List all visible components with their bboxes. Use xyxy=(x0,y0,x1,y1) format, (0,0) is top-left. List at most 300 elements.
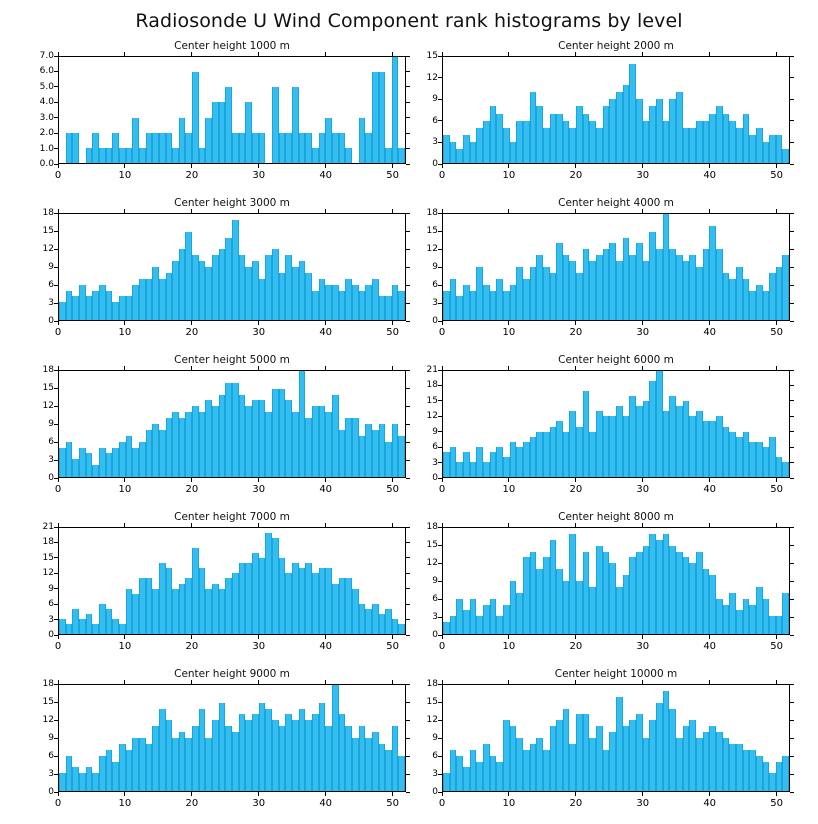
bar xyxy=(530,552,537,634)
bar xyxy=(782,756,789,791)
bar xyxy=(279,558,286,634)
bar xyxy=(656,540,663,634)
x-tick-mark-top xyxy=(776,523,777,527)
bar xyxy=(359,291,366,320)
bar xyxy=(769,273,776,320)
bar xyxy=(729,432,736,477)
x-tick-label: 30 xyxy=(252,170,266,181)
bar xyxy=(139,738,146,791)
x-tick-mark-top xyxy=(642,366,643,370)
bar xyxy=(676,552,683,634)
bar xyxy=(756,285,763,320)
x-tick-mark xyxy=(258,478,259,482)
y-tick-mark xyxy=(438,702,442,703)
x-tick-label: 40 xyxy=(319,170,333,181)
y-tick-mark-right xyxy=(406,102,410,103)
y-tick-mark xyxy=(438,617,442,618)
plot-area xyxy=(442,56,790,164)
bar xyxy=(299,709,306,791)
y-tick-mark-right xyxy=(790,267,794,268)
bar xyxy=(543,557,550,634)
y-tick-mark xyxy=(438,231,442,232)
y-tick-mark-right xyxy=(406,460,410,461)
y-tick-mark xyxy=(438,416,442,417)
bar xyxy=(729,744,736,791)
bar xyxy=(319,406,326,477)
bar xyxy=(470,599,477,634)
x-tick-label: 0 xyxy=(54,484,62,495)
bar xyxy=(365,424,372,477)
y-tick-mark xyxy=(438,462,442,463)
bar xyxy=(536,106,543,163)
bar xyxy=(516,593,523,634)
y-tick-label: 9 xyxy=(48,262,54,272)
bar xyxy=(629,396,636,477)
bar xyxy=(219,249,226,320)
y-tick-label: 3 xyxy=(432,612,438,622)
bar xyxy=(86,767,93,791)
histogram-panel xyxy=(30,354,410,510)
bar xyxy=(166,418,173,477)
y-tick-mark xyxy=(438,120,442,121)
bar xyxy=(496,447,503,477)
y-tick-mark xyxy=(54,756,58,757)
y-tick-mark-right xyxy=(790,431,794,432)
x-tick-mark-top xyxy=(191,209,192,213)
bar xyxy=(152,424,159,477)
bar xyxy=(496,279,503,320)
y-tick-mark-right xyxy=(406,86,410,87)
bar xyxy=(86,148,93,163)
bar xyxy=(232,383,239,477)
y-tick-mark-right xyxy=(406,442,410,443)
x-tick-mark xyxy=(442,792,443,796)
bar xyxy=(696,267,703,320)
bar xyxy=(782,255,789,320)
x-tick-label: 50 xyxy=(770,327,783,338)
bar xyxy=(483,462,490,477)
x-tick-mark xyxy=(325,321,326,325)
bar xyxy=(99,756,106,791)
plot-area xyxy=(442,684,790,792)
bar xyxy=(285,714,292,791)
bar xyxy=(179,249,186,320)
x-tick-mark xyxy=(442,635,443,639)
bar xyxy=(72,767,79,791)
bar xyxy=(372,430,379,477)
y-tick-mark-right xyxy=(790,720,794,721)
bar xyxy=(623,575,630,634)
bar xyxy=(776,457,783,477)
bar-series xyxy=(59,528,405,634)
x-tick-mark xyxy=(776,792,777,796)
y-tick-mark-right xyxy=(406,424,410,425)
bar xyxy=(398,436,405,477)
bar xyxy=(132,594,139,634)
y-tick-mark-right xyxy=(790,120,794,121)
x-tick-label: 20 xyxy=(569,641,583,652)
bar xyxy=(456,599,463,634)
bar xyxy=(192,726,199,791)
x-tick-mark xyxy=(642,164,643,168)
bar xyxy=(456,296,463,320)
bar xyxy=(339,291,346,320)
y-tick-mark xyxy=(438,249,442,250)
bar xyxy=(616,92,623,163)
bar xyxy=(569,534,576,634)
x-tick-label: 40 xyxy=(319,641,333,652)
bar xyxy=(152,726,159,791)
x-tick-label: 50 xyxy=(386,170,399,181)
y-tick-mark-right xyxy=(790,581,794,582)
panel-title: Center height 1000 m xyxy=(174,40,290,52)
x-tick-mark-top xyxy=(392,52,393,56)
x-tick-label: 20 xyxy=(185,798,199,809)
bar xyxy=(596,546,603,634)
bar xyxy=(689,720,696,791)
bar xyxy=(589,738,596,791)
bar xyxy=(372,72,379,163)
bar xyxy=(603,416,610,477)
bar xyxy=(736,128,743,163)
x-tick-label: 0 xyxy=(438,327,446,338)
bar xyxy=(629,64,636,163)
bar xyxy=(192,406,199,477)
y-tick-mark xyxy=(438,267,442,268)
x-tick-label: 20 xyxy=(569,798,583,809)
x-tick-mark xyxy=(709,164,710,168)
y-tick-mark xyxy=(54,148,58,149)
bar xyxy=(279,133,286,163)
x-tick-mark xyxy=(776,321,777,325)
bar xyxy=(576,714,583,791)
bar xyxy=(179,118,186,163)
bar xyxy=(219,703,226,791)
y-tick-mark xyxy=(54,738,58,739)
y-tick-mark-right xyxy=(406,635,410,636)
bar xyxy=(656,249,663,320)
x-tick-mark xyxy=(508,164,509,168)
y-tick-mark-right xyxy=(790,756,794,757)
bar xyxy=(305,418,312,477)
bar xyxy=(106,453,113,477)
bar xyxy=(398,148,405,163)
x-tick-label: 50 xyxy=(386,327,399,338)
bar xyxy=(669,99,676,163)
plot-area xyxy=(58,684,406,792)
bar xyxy=(139,279,146,320)
y-tick-mark-right xyxy=(406,213,410,214)
y-tick-label: 9 xyxy=(432,94,438,105)
x-tick-mark-top xyxy=(776,209,777,213)
y-tick-mark xyxy=(54,460,58,461)
bar xyxy=(516,738,523,791)
x-tick-label: 40 xyxy=(703,484,717,495)
y-tick-mark-right xyxy=(406,231,410,232)
x-tick-label: 50 xyxy=(770,484,783,495)
bar xyxy=(669,396,676,477)
bar xyxy=(132,285,139,320)
bar xyxy=(152,133,159,163)
x-tick-mark-top xyxy=(442,52,443,56)
x-tick-mark xyxy=(642,635,643,639)
bar xyxy=(239,395,246,477)
bar xyxy=(476,267,483,320)
bar xyxy=(112,762,119,791)
y-tick-mark-right xyxy=(406,738,410,739)
bar xyxy=(339,578,346,634)
bar xyxy=(496,114,503,163)
bar xyxy=(596,128,603,163)
bar xyxy=(172,261,179,320)
y-tick-label: 18 xyxy=(426,380,438,391)
bar xyxy=(563,581,570,634)
bar xyxy=(756,587,763,634)
x-tick-mark-top xyxy=(709,52,710,56)
bar xyxy=(225,726,232,791)
bar xyxy=(623,85,630,163)
bar xyxy=(66,291,73,320)
bar xyxy=(245,563,252,634)
bar xyxy=(92,624,99,634)
x-tick-mark xyxy=(191,478,192,482)
y-tick-label: 9 xyxy=(432,733,438,743)
bar xyxy=(676,255,683,320)
x-tick-mark-top xyxy=(442,209,443,213)
bar xyxy=(743,599,750,634)
x-tick-label: 0 xyxy=(54,641,62,652)
bar xyxy=(319,568,326,634)
page-title: Radiosonde U Wind Component rank histograms by level xyxy=(135,10,683,32)
bar xyxy=(543,432,550,477)
bar xyxy=(299,568,306,634)
bar xyxy=(490,291,497,320)
bar xyxy=(59,302,66,320)
bar xyxy=(616,587,623,634)
bar xyxy=(152,267,159,320)
x-tick-mark xyxy=(642,792,643,796)
bar xyxy=(769,135,776,163)
plot-area xyxy=(58,370,406,478)
x-tick-label: 40 xyxy=(703,641,717,652)
bar xyxy=(490,599,497,634)
bar xyxy=(132,738,139,791)
bar xyxy=(332,395,339,477)
x-tick-mark-top xyxy=(575,523,576,527)
bar xyxy=(596,411,603,477)
y-tick-mark-right xyxy=(790,774,794,775)
x-tick-mark-top xyxy=(508,209,509,213)
bar xyxy=(345,279,352,320)
y-tick-mark-right xyxy=(406,702,410,703)
bar xyxy=(312,406,319,477)
bar xyxy=(292,267,299,320)
bar xyxy=(709,226,716,320)
bar xyxy=(669,709,676,791)
bar xyxy=(139,578,146,634)
bar xyxy=(450,142,457,163)
bar xyxy=(239,133,246,163)
y-tick-mark-right xyxy=(406,684,410,685)
bar xyxy=(279,273,286,320)
bar xyxy=(483,285,490,320)
y-tick-label: 18 xyxy=(42,537,54,548)
x-tick-label: 10 xyxy=(502,641,516,652)
x-tick-mark-top xyxy=(258,52,259,56)
y-tick-label: 12 xyxy=(42,401,54,411)
bar xyxy=(550,273,557,320)
y-tick-mark xyxy=(438,545,442,546)
bar xyxy=(332,584,339,634)
x-tick-label: 0 xyxy=(54,170,62,181)
bar xyxy=(79,285,86,320)
y-tick-mark-right xyxy=(406,133,410,134)
bar xyxy=(530,92,537,163)
x-tick-mark-top xyxy=(642,52,643,56)
bar xyxy=(72,296,79,320)
bar xyxy=(569,411,576,477)
x-tick-mark xyxy=(642,321,643,325)
y-tick-mark xyxy=(438,400,442,401)
bar xyxy=(365,738,372,791)
bar xyxy=(609,563,616,634)
bar xyxy=(503,720,510,791)
x-tick-mark-top xyxy=(191,52,192,56)
bar xyxy=(716,416,723,477)
x-tick-label: 40 xyxy=(319,327,333,338)
bar xyxy=(66,756,73,791)
bar xyxy=(359,604,366,634)
bar xyxy=(476,447,483,477)
bar xyxy=(252,133,259,163)
bar xyxy=(503,457,510,477)
bar xyxy=(669,546,676,634)
bar xyxy=(59,619,66,634)
bar xyxy=(563,121,570,163)
bar xyxy=(359,118,366,163)
bar xyxy=(723,114,730,163)
bar xyxy=(66,442,73,477)
bar xyxy=(510,726,517,791)
bar xyxy=(729,121,736,163)
y-tick-mark xyxy=(54,542,58,543)
bar xyxy=(392,57,399,163)
bar xyxy=(212,584,219,634)
y-tick-mark xyxy=(54,285,58,286)
bar xyxy=(523,750,530,791)
y-tick-label: 6 xyxy=(48,599,54,610)
y-tick-mark-right xyxy=(406,117,410,118)
y-tick-mark xyxy=(54,442,58,443)
bar xyxy=(536,738,543,791)
bar xyxy=(245,720,252,791)
y-tick-mark-right xyxy=(790,684,794,685)
bar xyxy=(272,720,279,791)
y-tick-mark-right xyxy=(790,599,794,600)
bar xyxy=(736,744,743,791)
bar xyxy=(166,273,173,320)
x-tick-mark-top xyxy=(258,680,259,684)
histogram-panel xyxy=(30,40,410,196)
bar xyxy=(729,593,736,634)
bar xyxy=(392,424,399,477)
x-tick-mark-top xyxy=(508,52,509,56)
x-tick-mark xyxy=(776,164,777,168)
y-tick-label: 0 xyxy=(432,473,438,483)
bar xyxy=(166,568,173,634)
bar xyxy=(312,291,319,320)
bar xyxy=(112,448,119,477)
y-tick-label: 6 xyxy=(48,751,54,761)
y-tick-mark xyxy=(54,231,58,232)
bar xyxy=(112,133,119,163)
bar xyxy=(332,133,339,163)
bar xyxy=(225,238,232,320)
y-tick-label: 6.0 xyxy=(39,66,54,77)
bar xyxy=(782,462,789,477)
bar xyxy=(643,261,650,320)
y-tick-label: 3 xyxy=(48,769,54,779)
bar-series xyxy=(443,214,789,320)
bar xyxy=(649,232,656,320)
x-tick-label: 40 xyxy=(703,170,717,181)
y-tick-mark-right xyxy=(790,545,794,546)
y-tick-mark xyxy=(54,573,58,574)
bar xyxy=(199,568,206,634)
bar xyxy=(146,133,153,163)
bar xyxy=(709,114,716,163)
x-tick-mark-top xyxy=(191,680,192,684)
y-tick-label: 21 xyxy=(42,522,54,532)
bar xyxy=(609,99,616,163)
bar xyxy=(352,285,359,320)
bar xyxy=(59,773,66,791)
bar xyxy=(119,296,126,320)
y-tick-label: 6 xyxy=(48,437,54,447)
y-tick-mark-right xyxy=(790,527,794,528)
y-tick-label: 18 xyxy=(426,208,438,218)
bar xyxy=(292,563,299,634)
y-tick-mark-right xyxy=(406,285,410,286)
x-tick-label: 50 xyxy=(386,798,399,809)
bar xyxy=(112,619,119,634)
bar xyxy=(776,267,783,320)
bar xyxy=(716,599,723,634)
bar xyxy=(490,106,497,163)
bar xyxy=(696,738,703,791)
bar xyxy=(259,400,266,477)
x-tick-mark xyxy=(124,792,125,796)
y-tick-label: 18 xyxy=(426,679,438,689)
y-tick-mark-right xyxy=(406,720,410,721)
bar xyxy=(663,214,670,320)
bar xyxy=(782,149,789,163)
bar xyxy=(636,406,643,477)
y-tick-label: 18 xyxy=(426,522,438,532)
histogram-panel xyxy=(30,668,410,824)
bar xyxy=(179,584,186,634)
y-tick-mark-right xyxy=(790,321,794,322)
plot-area xyxy=(442,213,790,321)
bar xyxy=(656,99,663,163)
x-tick-label: 10 xyxy=(118,327,132,338)
y-tick-label: 12 xyxy=(426,72,438,83)
bar xyxy=(463,610,470,634)
y-tick-mark-right xyxy=(406,303,410,304)
bar xyxy=(723,273,730,320)
bar xyxy=(398,756,405,791)
y-tick-mark-right xyxy=(406,557,410,558)
